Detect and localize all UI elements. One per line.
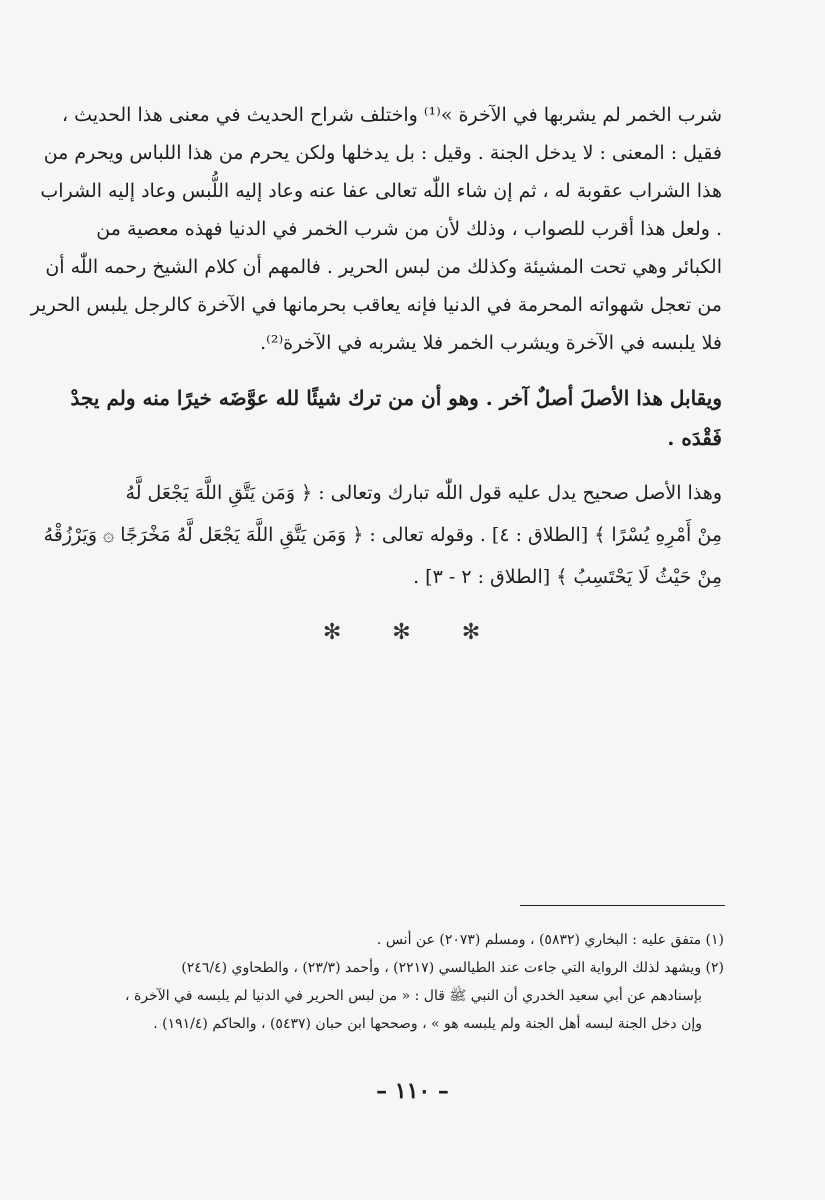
evidence-line: مِنْ أَمْرِهِ يُسْرًا ﴾ [الطلاق : ٤] . وقوله تعالى : ﴿ وَمَن يَتَّقِ اللَّهَ يَجْعَل لَّهُ مَخْرَجًا ۞ وَيَرْزُقْهُ bbox=[43, 524, 722, 546]
body-line: هذا الشراب عقوبة له ، ثم إن شاء اللّٰه تعالى عفا عنه وعاد إليه اللُّبس وعاد إليه الشراب bbox=[40, 180, 722, 202]
body-line: . ولعل هذا أقرب للصواب ، وذلك لأن من شرب الخمر في الدنيا فهذه معصية من bbox=[96, 218, 722, 240]
footnote-divider bbox=[520, 905, 725, 906]
body-line: فلا يلبسه في الآخرة ويشرب الخمر فلا يشربه في الآخرة⁽²⁾. bbox=[260, 332, 722, 354]
footnote-line: بإسنادهم عن أبي سعيد الخدري أن النبي ﷺ قال : « من لبس الحرير في الدنيا لم يلبسه في الآخرة ، bbox=[125, 988, 702, 1004]
principle-line: فَقْدَه . bbox=[667, 426, 722, 450]
evidence-paragraph bbox=[43, 472, 722, 598]
evidence-line: وهذا الأصل صحيح يدل عليه قول اللّٰه تبارك وتعالى : ﴿ وَمَن يَتَّقِ اللَّهَ يَجْعَل لَّهُ bbox=[125, 482, 722, 504]
body-line: فقيل : المعنى : لا يدخل الجنة . وقيل : بل يدخلها ولكن يحرم من هذا اللباس ويحرم من bbox=[43, 142, 722, 164]
evidence-line: مِنْ حَيْثُ لَا يَحْتَسِبُ ﴾ [الطلاق : ٢ - ٣] . bbox=[413, 566, 722, 588]
footnotes bbox=[98, 926, 724, 1038]
principle-paragraph bbox=[70, 378, 722, 458]
section-separator: ✻ ✻ ✻ bbox=[322, 620, 503, 645]
body-paragraph bbox=[30, 96, 722, 362]
body-line: الكبائر وهي تحت المشيئة وكذلك من لبس الحرير . فالمهم أن كلام الشيخ رحمه اللّٰه أن bbox=[45, 256, 722, 278]
body-line: شرب الخمر لم يشربها في الآخرة »⁽¹⁾ واختلف شراح الحديث في معنى هذا الحديث ، bbox=[61, 104, 722, 126]
footnote-line: (٢) ويشهد لذلك الرواية التي جاءت عند الطيالسي (٢٢١٧) ، وأحمد (٢٣/٣) ، والطحاوي (٢٤٦/٤) bbox=[181, 960, 724, 976]
footnote-line: (١) متفق عليه : البخاري (٥٨٣٢) ، ومسلم (٢٠٧٣) عن أنس . bbox=[376, 932, 724, 948]
body-line: من تعجل شهواته المحرمة في الدنيا فإنه يعاقب بحرمانها في الآخرة كالرجل يلبس الحرير bbox=[30, 294, 722, 316]
footnote-line: وإن دخل الجنة لبسه أهل الجنة ولم يلبسه هو » ، وصححها ابن حبان (٥٤٣٧) ، والحاكم (١٩١/٤) . bbox=[153, 1016, 702, 1032]
page-number: – ١١٠ – bbox=[376, 1078, 449, 1104]
principle-line: ويقابل هذا الأصلَ أصلٌ آخر . وهو أن من ترك شيئًا لله عوَّضَه خيرًا منه ولم يجدْ bbox=[70, 386, 722, 410]
